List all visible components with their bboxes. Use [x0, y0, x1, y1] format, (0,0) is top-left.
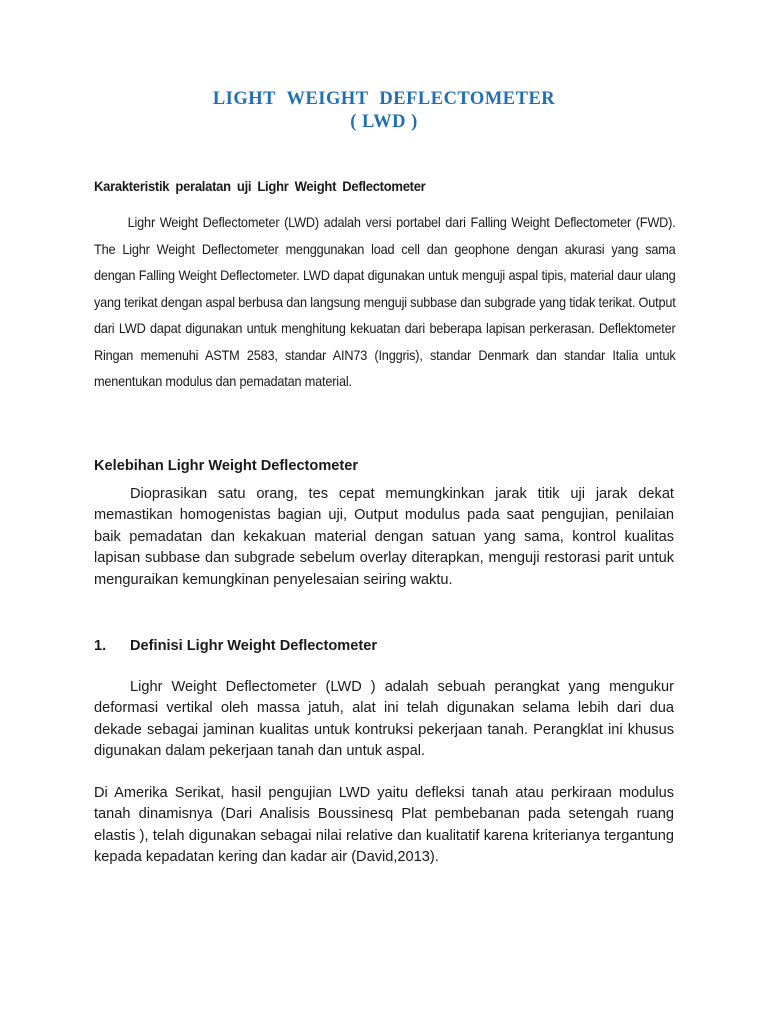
section-number: 1. [94, 638, 107, 654]
document-subtitle: ( LWD ) [350, 112, 418, 132]
paragraph-definisi-1: Lighr Weight Deflectometer (LWD ) adalah sebuah perangkat yang mengukur deformasi vertikal oleh massa jatuh, alat ini telah digunakan selama lebih dari dua dekade sebagai jaminan kualitas untuk kontruksi pekerjaan tanah. Perangklat ini khusus digunakan dalam pekerjaan tanah dan untuk aspal. [94, 679, 674, 760]
paragraph-kelebihan: Dioprasikan satu orang, tes cepat memungkinkan jarak titik uji jarak dekat memastikan homogenistas bagian uji, Output modulus pada saat pengujian, penilaian baik pemadatan dan kekakuan material dengan satuan yang sama, kontrol kualitas lapisan subbase dan subgrade sebelum overlay diterapkan, menguji restorasi parit untuk menguraikan kemungkinan penyelesaian seiring waktu. [94, 486, 674, 588]
section-heading-kelebihan: Kelebihan Lighr Weight Deflectometer [94, 458, 359, 474]
document-title: LIGHT WEIGHT DEFLECTOMETER [212, 89, 556, 109]
paragraph-definisi-2: Di Amerika Serikat, hasil pengujian LWD yaitu defleksi tanah atau perkiraan modulus tanah dinamisnya (Dari Analisis Boussinesq Plat pembebanan pada setengah ruang elastis ), telah digunakan sebagai nilai relative dan kualitatif karena kriterianya tergantung kepada kepadatan kering dan kadar air (David,2013). [94, 785, 674, 866]
paragraph-karakteristik: Lighr Weight Deflectometer (LWD) adalah versi portabel dari Falling Weight Deflectometer (FWD). The Lighr Weight Deflectometer menggunakan load cell dan geophone dengan akurasi yang sama dengan Falling Weight Deflectometer. LWD dapat digunakan untuk menguji aspal tipis, material daur ulang yang terikat dengan aspal berbusa dan langsung menguji subbase dan subgrade yang tidak terikat. Output dari LWD dapat digunakan untuk menghitung kekuatan dari beberapa lapisan perkerasan. Deflektometer Ringan memenuhi ASTM 2583, standar AIN73 (Inggris), standar Denmark dan standar Italia untuk menentukan modulus dan pemadatan material. [94, 215, 676, 389]
section-heading-karakteristik: Karakteristik peralatan uji Lighr Weight Deflectometer [94, 178, 426, 194]
section-heading-definisi-text: Definisi Lighr Weight Deflectometer [130, 638, 378, 654]
